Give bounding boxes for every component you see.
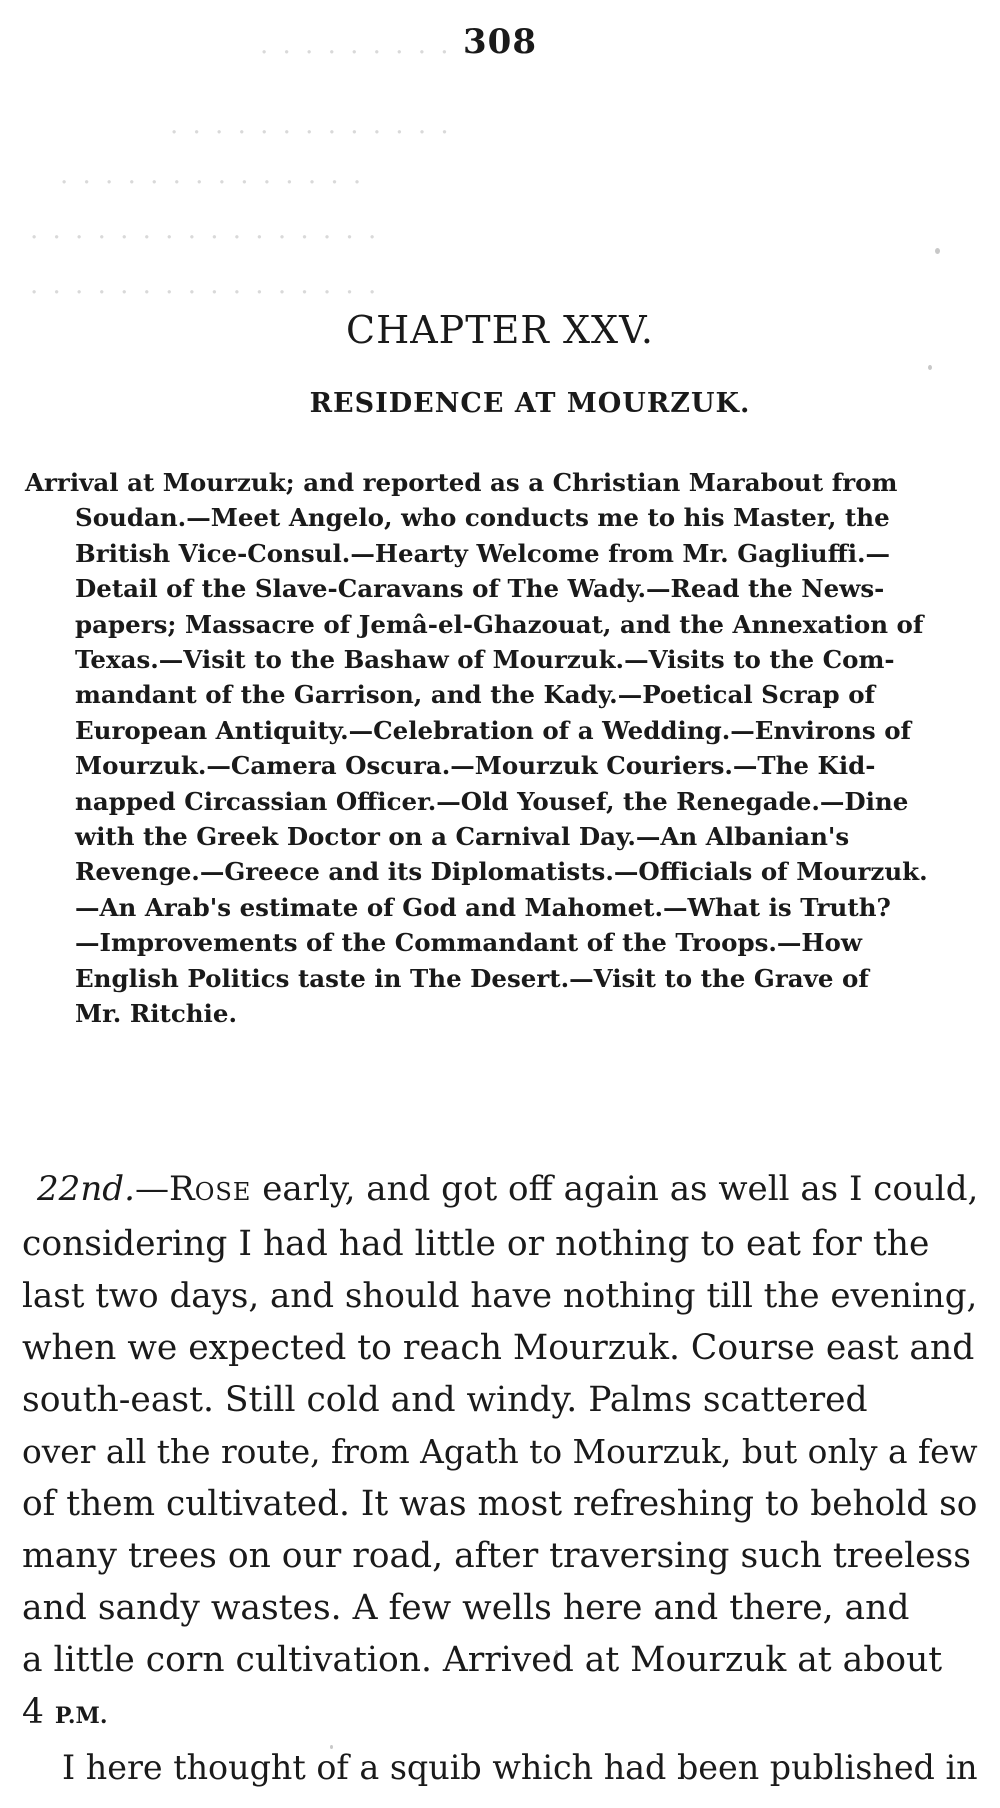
body-line: considering I had had little or nothing to eat for the xyxy=(22,1224,930,1264)
synopsis-line: Mourzuk.—Camera Oscura.—Mourzuk Couriers.—The Kid- xyxy=(75,751,876,781)
time-suffix: P.M. xyxy=(54,1703,108,1729)
synopsis-line: —Improvements of the Commandant of the Troops.—How xyxy=(75,928,862,958)
synopsis-line: Revenge.—Greece and its Diplomatists.—Officials of Mourzuk. xyxy=(75,857,928,887)
body-line: last two days, and should have nothing till the evening, xyxy=(22,1276,978,1316)
synopsis-line: Detail of the Slave-Caravans of The Wady.—Read the News- xyxy=(75,574,885,604)
first-word-cap: R xyxy=(169,1169,195,1209)
synopsis-line: British Vice-Consul.—Hearty Welcome from Mr. Gagliuffi.— xyxy=(75,538,891,568)
body-line-next-paragraph: I here thought of a squib which had been published in xyxy=(62,1748,978,1787)
synopsis-line: with the Greek Doctor on a Carnival Day.—An Albanian's xyxy=(75,822,850,852)
synopsis-line: mandant of the Garrison, and the Kady.—Poetical Scrap of xyxy=(75,680,876,710)
synopsis-line: Mr. Ritchie. xyxy=(75,999,237,1029)
synopsis-line: napped Circassian Officer.—Old Yousef, the Renegade.—Dine xyxy=(75,786,909,816)
show-through-smudge: . . . . . . . . . . . . . . xyxy=(60,160,365,190)
show-through-smudge: . . . . . . . . . . . . . . . . xyxy=(30,270,380,300)
chapter-title: CHAPTER XXV. xyxy=(346,308,654,352)
body-line: of them cultivated. It was most refreshing to behold so xyxy=(22,1484,978,1524)
body-line: many trees on our road, after traversing such treeless xyxy=(22,1536,971,1576)
scan-speck xyxy=(935,248,940,254)
body-line: south-east. Still cold and windy. Palms scattered xyxy=(22,1380,868,1420)
synopsis-line: English Politics taste in The Desert.—Visit to the Grave of xyxy=(75,963,869,993)
synopsis-line: Texas.—Visit to the Bashaw of Mourzuk.—Visits to the Com- xyxy=(75,645,895,675)
synopsis-line: —An Arab's estimate of God and Mahomet.—What is Truth? xyxy=(75,892,891,922)
synopsis-line: Soudan.—Meet Angelo, who conducts me to his Master, the xyxy=(75,503,890,533)
dash: — xyxy=(134,1169,170,1209)
body-line-rest: early, and got off again as well as I could, xyxy=(251,1169,979,1209)
scan-speck xyxy=(928,365,932,370)
body-line-time xyxy=(22,1686,978,1742)
synopsis-line: European Antiquity.—Celebration of a Wedding.—Environs of xyxy=(75,715,912,745)
first-word-rest: OSE xyxy=(194,1178,252,1206)
body-line: over all the route, from Agath to Mourzuk, but only a few xyxy=(22,1433,978,1471)
show-through-smudge: . . . . . . . . . . xyxy=(260,30,475,60)
body-line-first xyxy=(22,1163,978,1218)
body-line: a little corn cultivation. Arrived at Mourzuk at about xyxy=(22,1640,943,1680)
show-through-smudge: . . . . . . . . . . . . . xyxy=(170,110,452,140)
body-line: when we expected to reach Mourzuk. Course east and xyxy=(22,1328,975,1368)
synopsis-line: papers; Massacre of Jemâ-el-Ghazouat, and the Annexation of xyxy=(75,609,924,639)
show-through-smudge: . . . . . . . . . . . . . . . . xyxy=(30,215,380,245)
body-text xyxy=(22,1163,978,1794)
time-number: 4 xyxy=(22,1692,44,1732)
entry-date: 22nd. xyxy=(37,1169,135,1209)
body-line: and sandy wastes. A few wells here and there, and xyxy=(22,1588,910,1628)
chapter-subtitle: RESIDENCE AT MOURZUK. xyxy=(309,388,751,419)
page-number: 308 xyxy=(463,22,537,62)
synopsis-line: Arrival at Mourzuk; and reported as a Christian Marabout from xyxy=(25,468,898,497)
chapter-synopsis xyxy=(25,465,975,1032)
